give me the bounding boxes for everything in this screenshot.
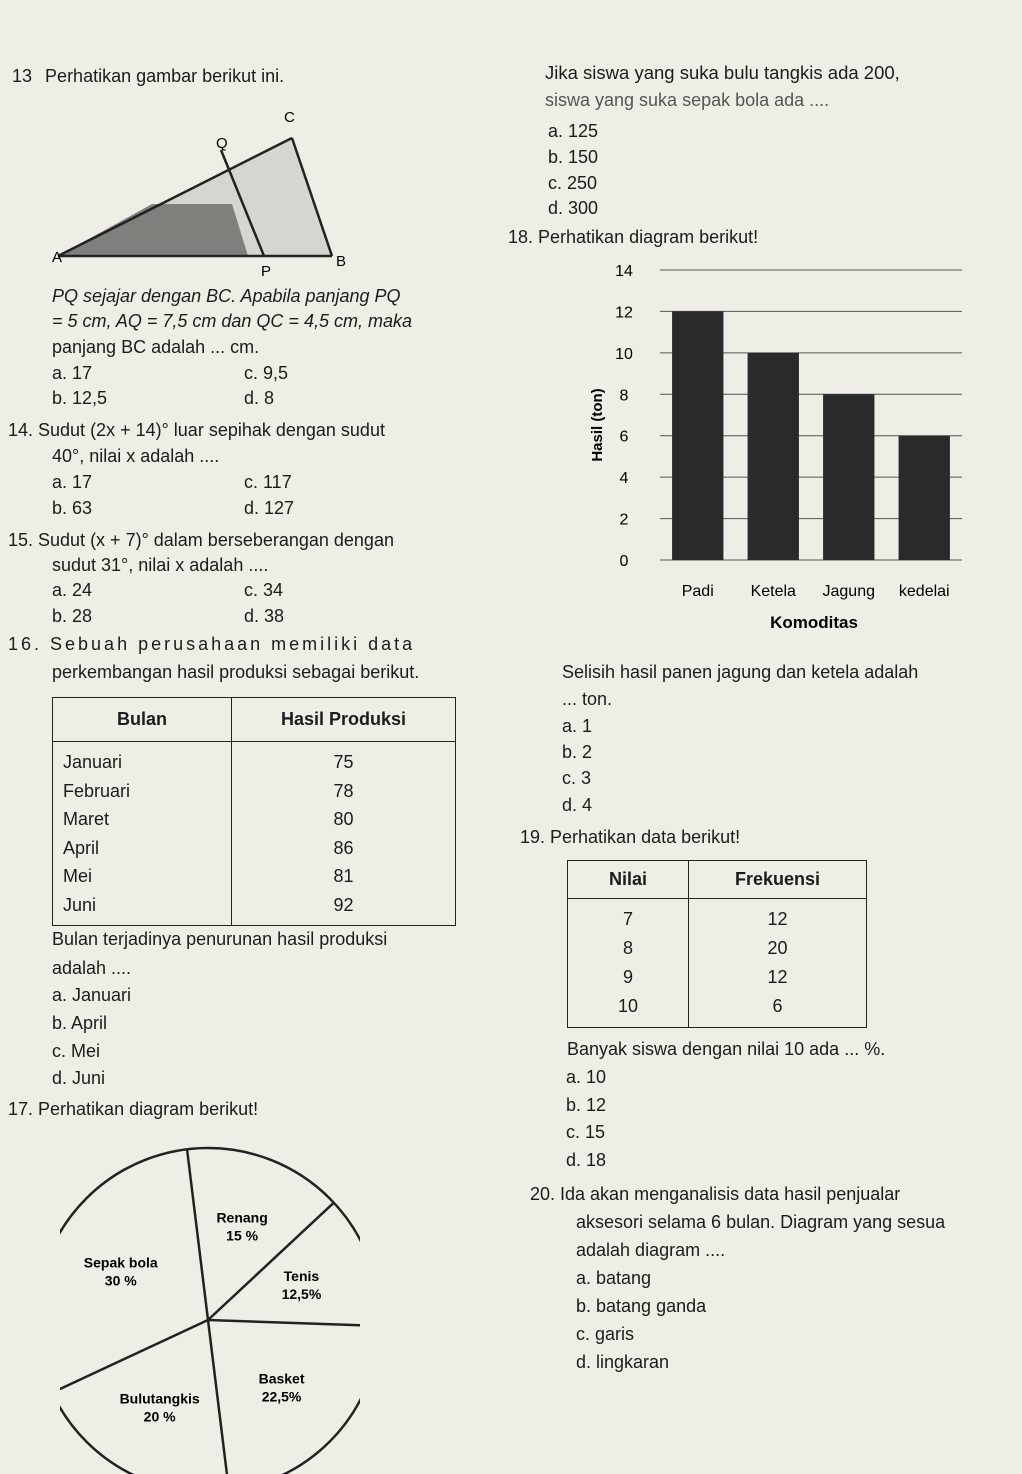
q18-title: 18. Perhatikan diagram berikut!	[508, 227, 759, 247]
pie-slice-boundary	[60, 1320, 208, 1393]
q20-option-c[interactable]: c. garis	[576, 1324, 635, 1344]
q13-header	[12, 66, 284, 87]
q16-line1: 16. Sebuah perusahaan memiliki data	[8, 634, 416, 654]
pie-slice-value: 12,5%	[281, 1286, 322, 1303]
production-column	[232, 742, 456, 926]
pie-slice-value: 15 %	[226, 1227, 259, 1244]
pie-slice-label: Sepak bola	[83, 1254, 158, 1271]
q13-line1: PQ sejajar dengan BC. Apabila panjang PQ	[52, 286, 401, 306]
y-tick-label: 0	[619, 553, 629, 570]
y-tick-label: 4	[619, 470, 629, 488]
table-cell: Januari	[63, 752, 123, 772]
table-cell: 6	[772, 996, 783, 1016]
q19-question: Banyak siswa dengan nilai 10 ada ... %.	[567, 1039, 886, 1059]
pie-slice-boundary	[208, 1320, 229, 1474]
x-tick-label: Ketela	[750, 583, 796, 600]
pie-slice-value: 30 %	[104, 1272, 137, 1289]
table-cell: 75	[333, 752, 354, 772]
table-header-frequency: Frekuensi	[689, 861, 867, 899]
table-cell: 92	[333, 894, 354, 915]
triangle-figure	[40, 100, 380, 280]
q19-option-a[interactable]: a. 10	[566, 1067, 607, 1087]
q15-line1: 15. Sudut (x + 7)° dalam berseberangan dengan	[8, 530, 394, 550]
q13-option-b[interactable]: b. 12,5	[52, 388, 108, 408]
q14-option-a[interactable]: a. 17	[52, 472, 93, 492]
q15-option-b[interactable]: b. 28	[52, 606, 93, 626]
pie-slice-label: Renang	[216, 1209, 268, 1226]
q17-cont-line2: siswa yang suka sepak bola ada ....	[545, 90, 830, 110]
table-header-month: Bulan	[53, 698, 232, 742]
table-cell: Juni	[63, 894, 97, 915]
bar-ketela	[748, 353, 799, 560]
pie-slice-boundary	[187, 1149, 208, 1320]
production-table	[52, 697, 456, 926]
q13-option-c[interactable]: c. 9,5	[244, 363, 289, 383]
y-axis-label: Hasil (ton)	[589, 388, 606, 462]
q18-option-d[interactable]: d. 4	[562, 795, 593, 815]
bar-chart	[540, 250, 1000, 638]
pie-slice-label: Bulutangkis	[119, 1390, 200, 1407]
q13-number: 13	[12, 66, 33, 86]
q16-question-line1: Bulan terjadinya penurunan hasil produksi	[52, 929, 388, 949]
x-axis-label: Komoditas	[770, 613, 858, 632]
q17-option-c[interactable]: c. 250	[548, 173, 598, 193]
frequency-column	[689, 899, 867, 1028]
q17-option-d[interactable]: d. 300	[548, 198, 599, 218]
q15-option-d[interactable]: d. 38	[244, 606, 285, 626]
q16-option-b[interactable]: b. April	[52, 1013, 108, 1033]
table-cell: 86	[333, 837, 354, 858]
q14-line1: 14. Sudut (2x + 14)° luar sepihak dengan sudut	[8, 420, 385, 440]
value-column	[568, 899, 689, 1028]
pie-slice-label: Basket	[258, 1370, 305, 1387]
q18-question-line1: Selisih hasil panen jagung dan ketela adalah	[562, 662, 919, 682]
q20-line2: aksesori selama 6 bulan. Diagram yang sesua	[576, 1212, 946, 1232]
table-cell: Mei	[63, 866, 93, 886]
q13-option-a[interactable]: a. 17	[52, 363, 93, 383]
q13-line3: panjang BC adalah ... cm.	[52, 337, 260, 357]
pie-slice-boundary	[208, 1320, 360, 1326]
table-cell: Februari	[63, 780, 131, 801]
y-tick-label: 8	[619, 387, 629, 405]
y-tick-label: 14	[615, 263, 633, 280]
q19-option-c[interactable]: c. 15	[566, 1122, 606, 1142]
label-C: C	[284, 109, 295, 126]
y-tick-label: 2	[619, 511, 629, 529]
table-cell: 78	[333, 780, 354, 801]
q15-option-a[interactable]: a. 24	[52, 580, 93, 600]
pie-slice-value: 20 %	[143, 1408, 176, 1425]
q16-option-c[interactable]: c. Mei	[52, 1041, 101, 1061]
x-tick-label: kedelai	[898, 583, 950, 600]
label-P: P	[261, 263, 272, 280]
q18-option-b[interactable]: b. 2	[562, 742, 593, 762]
q17-option-b[interactable]: b. 150	[548, 147, 599, 167]
bar-padi	[672, 311, 723, 560]
pie-slice-label: Tenis	[283, 1268, 320, 1285]
q18-option-a[interactable]: a. 1	[562, 716, 593, 736]
q15-line2: sudut 31°, nilai x adalah ....	[52, 555, 269, 575]
q17-title: 17. Perhatikan diagram berikut!	[8, 1099, 259, 1119]
table-cell: 80	[333, 809, 354, 829]
label-Q: Q	[216, 135, 228, 152]
y-tick-label: 12	[615, 304, 633, 322]
q16-line2: perkembangan hasil produksi sebagai berikut.	[52, 662, 420, 682]
y-tick-label: 10	[615, 345, 633, 363]
q19-option-b[interactable]: b. 12	[566, 1095, 607, 1115]
table-cell: 20	[767, 938, 788, 958]
q19-title: 19. Perhatikan data berikut!	[520, 827, 741, 847]
pie-chart	[60, 1140, 360, 1474]
table-cell: 10	[617, 996, 639, 1016]
y-tick-label: 6	[619, 428, 629, 446]
table-cell: 7	[622, 909, 633, 929]
x-tick-label: Padi	[681, 583, 714, 600]
q14-option-b[interactable]: b. 63	[52, 498, 93, 518]
q14-option-c[interactable]: c. 117	[244, 472, 292, 492]
month-column	[53, 742, 232, 926]
bar-jagung	[823, 394, 874, 560]
q14-line2: 40°, nilai x adalah ....	[52, 446, 220, 466]
table-cell: April	[63, 837, 100, 858]
pie-slice-value: 22,5%	[261, 1388, 302, 1405]
q20-line3: adalah diagram ....	[576, 1240, 726, 1260]
q20-option-a[interactable]: a. batang	[576, 1268, 652, 1288]
q13-option-d[interactable]: d. 8	[244, 388, 275, 408]
q17-option-a[interactable]: a. 125	[548, 121, 599, 141]
q18-option-c[interactable]: c. 3	[562, 768, 592, 788]
q20-line1: 20. Ida akan menganalisis data hasil penjualar	[530, 1184, 901, 1204]
label-B: B	[336, 253, 347, 270]
q18-question-line2: ... ton.	[562, 689, 613, 709]
table-cell: 12	[767, 909, 788, 929]
q16-question-line2: adalah ....	[52, 958, 132, 978]
q17-cont-line1: Jika siswa yang suka bulu tangkis ada 200,	[545, 62, 900, 83]
x-tick-label: Jagung	[822, 583, 875, 600]
q16-option-a[interactable]: a. Januari	[52, 985, 132, 1005]
table-cell: 9	[622, 967, 633, 987]
q16-option-d[interactable]: d. Juni	[52, 1068, 106, 1088]
table-header-production: Hasil Produksi	[232, 698, 456, 742]
bar-kedelai	[899, 436, 950, 560]
q13-line2: = 5 cm, AQ = 7,5 cm dan QC = 4,5 cm, maka	[52, 311, 412, 331]
q19-option-d[interactable]: d. 18	[566, 1150, 607, 1170]
q14-option-d[interactable]: d. 127	[244, 498, 295, 518]
q20-option-b[interactable]: b. batang ganda	[576, 1296, 707, 1316]
table-cell: 81	[333, 866, 354, 886]
q13-intro: Perhatikan gambar berikut ini.	[45, 66, 285, 86]
q15-option-c[interactable]: c. 34	[244, 580, 284, 600]
q20-option-d[interactable]: d. lingkaran	[576, 1352, 670, 1372]
table-cell: 12	[767, 967, 788, 987]
pie-outline	[60, 1148, 360, 1474]
table-cell: Maret	[63, 809, 110, 829]
table-cell: 8	[622, 938, 633, 958]
label-A: A	[52, 249, 63, 266]
table-header-value: Nilai	[568, 861, 689, 899]
frequency-table	[567, 860, 867, 1028]
